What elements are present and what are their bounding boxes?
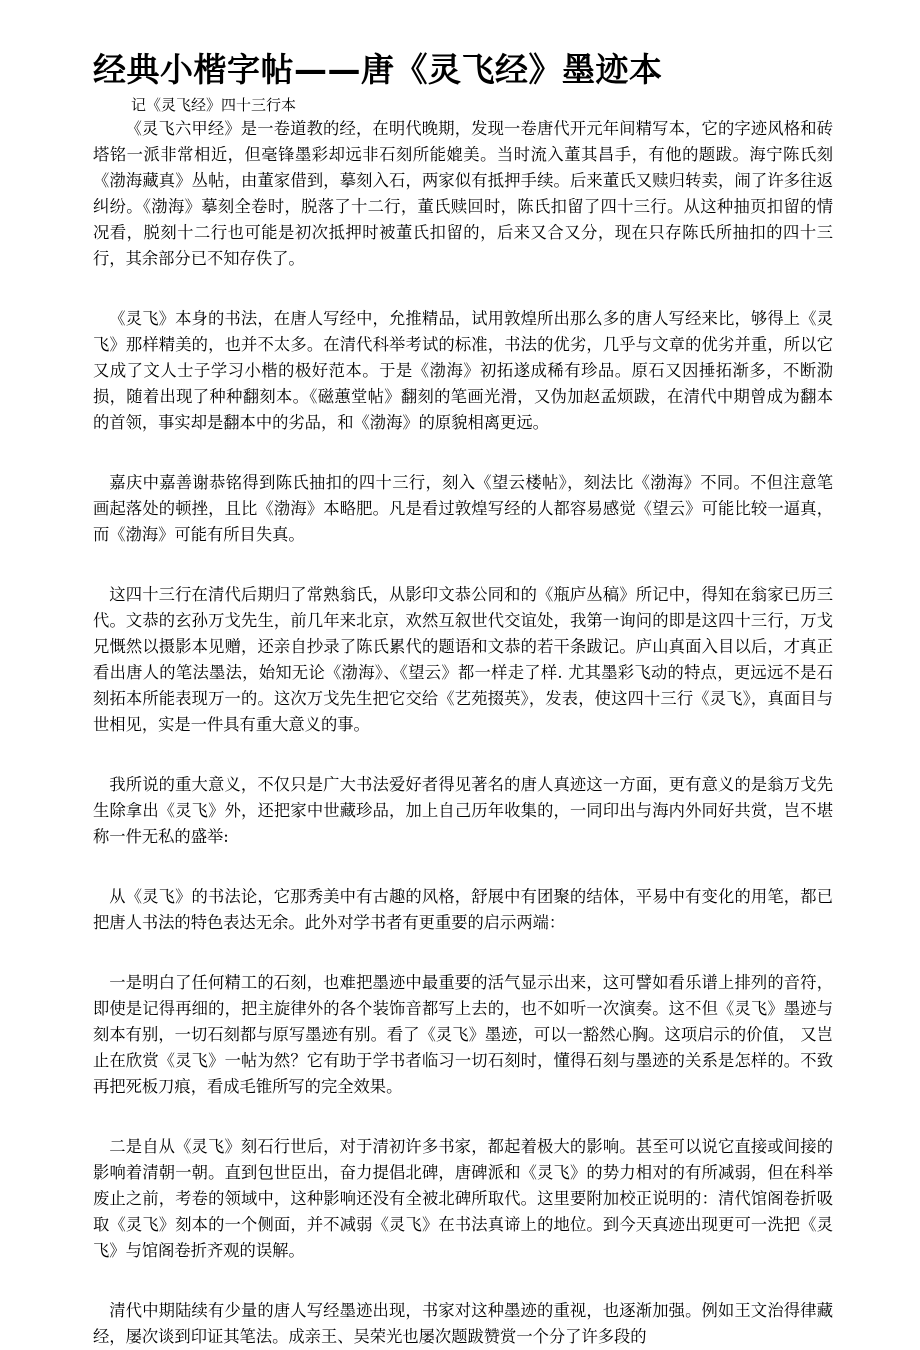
paragraph-4: 这四十三行在清代后期归了常熟翁氏，从影印文恭公同和的《瓶庐丛稿》所记中，得知在翁家已历三代。文恭的玄孙万戈先生，前几年来北京，欢然互叙世代交谊处，我第一询问的即是这四十三行，万戈兄慨然以摄影本见赠，还亲自抄录了陈氏累代的题语和文恭的若干条跋记。庐山真面入目以后，才真正看出唐人的笔法墨法，始知无论《渤海》、《望云》都一样走了样. 尤其墨彩飞动的特点，更远远不是石刻拓本所能表现万一的。这次万戈先生把它交给《艺苑掇英》，发表，使这四十三行《灵飞》，真面目与世相见，实是一件具有重大意义的事。	[93, 585, 833, 734]
paragraph-6: 从《灵飞》的书法论，它那秀美中有古趣的风格，舒展中有团聚的结体，平易中有变化的用笔，都已把唐人书法的特色表达无余。此外对学书者有更重要的启示两端：	[93, 887, 833, 932]
paragraph-9: 清代中期陆续有少量的唐人写经墨迹出现，书家对这种墨迹的重视，也逐渐加强。例如王文治得律藏经，屡次谈到印证其笔法。成亲王、吴荣光也屡次题跋赞赏一个分了许多段的	[93, 1301, 833, 1346]
paragraph-gap	[93, 548, 833, 582]
paragraph-2: 《灵飞》本身的书法，在唐人写经中，允推精品，试用敦煌所出那么多的唐人写经来比，够得上《灵飞》那样精美的，也并不太多。在清代科举考试的标准，书法的优劣，几乎与文章的优劣并重，所以它又成了文人士子学习小楷的极好范本。于是《渤海》初拓遂成稀有珍品。原石又因捶拓渐多，不断泐损，随着出现了种种翻刻本。《磁蕙堂帖》翻刻的笔画光滑，又伪加赵孟烦跋，在清代中期曾成为翻本的首领，事实却是翻本中的劣品，和《渤海》的原貌相离更远。	[93, 309, 833, 432]
paragraph-7: 一是明白了任何精工的石刻，也难把墨迹中最重要的活气显示出来，这可譬如看乐谱上排列的音符，即使是记得再细的，把主旋律外的各个装饰音都写上去的，也不如听一次演奏。这不但《灵飞》墨迹与刻本有别，一切石刻都与原写墨迹有别。看了《灵飞》墨迹，可以一豁然心胸。这项启示的价值， 又岂止在欣赏《灵飞》一帖为然？它有助于学书者临习一切石刻时，懂得石刻与墨迹的关系是怎样的。不致再把死板刀痕，看成毛锥所写的完全效果。	[93, 973, 833, 1096]
paragraph-gap	[93, 272, 833, 306]
paragraph-5: 我所说的重大意义，不仅只是广大书法爱好者得见著名的唐人真迹这一方面，更有意义的是翁万戈先生除拿出《灵飞》外，还把家中世藏珍品，加上自己历年收集的，一同印出与海内外同好共赏，岂不堪称一件无私的盛举:	[93, 775, 833, 846]
paragraph-gap	[93, 936, 833, 970]
document-title: 经典小楷字帖——唐《灵飞经》墨迹本	[93, 50, 663, 89]
paragraph-8: 二是自从《灵飞》刻石行世后，对于清初许多书家，都起着极大的影响。甚至可以说它直接或间接的影响着清朝一朝。直到包世臣出，奋力提倡北碑，唐碑派和《灵飞》的势力相对的有所减弱，但在科举废止之前，考卷的领域中，这种影响还没有全被北碑所取代。这里要附加校正说明的：清代馆阁卷折吸取《灵飞》刻本的一个侧面，并不减弱《灵飞》在书法真谛上的地位。到今天真迹出现更可一洗把《灵飞》与馆阁卷折齐观的误解。	[93, 1137, 833, 1260]
paragraph-3: 嘉庆中嘉善谢恭铭得到陈氏抽扣的四十三行，刻入《望云楼帖》，刻法比《渤海》不同。不但注意笔画起落处的顿挫，且比《渤海》本略肥。凡是看过敦煌写经的人都容易感觉《望云》可能比较一逼真，而《渤海》可能有所目失真。	[93, 473, 833, 544]
paragraph-gap	[93, 436, 833, 470]
paragraph-gap	[93, 738, 833, 772]
paragraph-gap	[93, 1264, 833, 1298]
paragraph-gap	[93, 850, 833, 884]
paragraph-1: 《灵飞六甲经》是一卷道教的经，在明代晚期，发现一卷唐代开元年间精写本，它的字迹风格和砖塔铭一派非常相近，但毫锋墨彩却远非石刻所能媲美。当时流入董其昌手，有他的题跋。海宁陈氏刻 《渤海藏真》丛帖，由董家借到，摹刻入石，两家似有抵押手续。后来董氏又赎归转卖，闹了许多往返纠纷。《渤海》摹刻全卷时，脱落了十二行，董氏赎回时，陈氏扣留了四十三行。从这种抽页扣留的情况看，脱刻十二行也可能是初次抵押时被董氏扣留的，后来又合又分，现在只存陈氏所抽扣的四十三行，其余部分已不知存佚了。	[93, 119, 833, 268]
paragraph-gap	[93, 1100, 833, 1134]
document-subtitle: 记《灵飞经》四十三行本	[131, 96, 297, 114]
document-page	[93, 48, 833, 1350]
